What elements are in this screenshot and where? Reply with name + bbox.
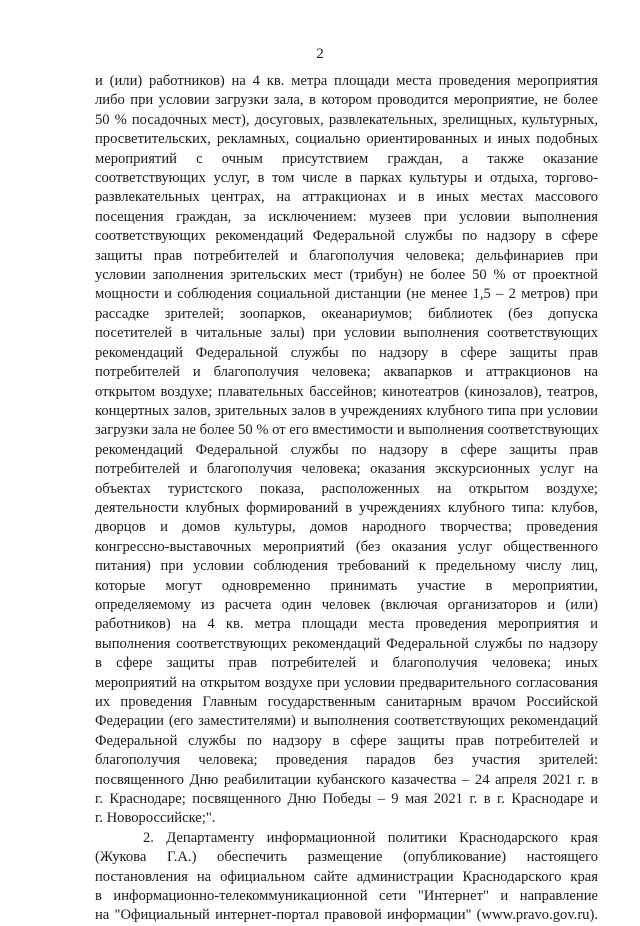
text-line: 2. Департаменту информационной политики Краснодарского края [143,829,598,846]
text-line: мощности и соблюдения социальной дистанции (не менее 1,5 – 2 метров) при [95,286,598,303]
text-line: в информационно-телекоммуникационной сети "Интернет" и направление [95,888,598,905]
text-line: развлекательных центрах, на аттракционах и в иных местах массового [95,189,598,206]
text-line: Федеральной службы по надзору в сфере защиты прав потребителей и [95,732,598,749]
page-number: 2 [316,46,324,62]
text-line: дворцов и домов культуры, домов народного творчества; проведения [95,519,598,536]
text-line: открытом воздухе; плавательных бассейнов; кинотеатров (кинозалов), театров, [95,383,598,400]
text-line: выполнения соответствующих рекомендаций Федеральной службы по надзору [95,635,598,652]
text-line: на "Официальный интернет-портал правовой информации" (www.pravo.gov.ru). [95,907,598,924]
text-line: посетителей в читальные залы) при условии выполнения соответствующих [95,325,598,342]
paragraph-2 [95,829,598,926]
text-line: условии заполнения зрительских мест (трибун) не более 50 % от проектной [95,267,598,284]
text-line: и (или) работников) на 4 кв. метра площади места проведения мероприятия [95,73,598,89]
text-line: соответствующих услуг, в том числе в парках культуры и отдыха, торгово- [95,170,598,187]
text-line: соответствующих рекомендаций Федеральной службы по надзору в сфере [95,228,598,245]
text-line: конгрессно-выставочных мероприятий (без оказания услуг общественного [95,538,598,555]
text-line: мероприятий с очным присутствием граждан, а также оказание [95,150,598,167]
text-line: в сфере защиты прав потребителей и благополучия человека; иных [95,655,598,672]
text-line: рассадке зрителей; зоопарков, океанариумов; библиотек (без допуска [95,305,598,322]
text-line: потребителей и благополучия человека; аквапарков и аттракционов на [95,364,598,381]
text-line: (Жукова Г.А.) обеспечить размещение (опубликование) настоящего [95,849,598,866]
text-line: концертных залов, зрительных залов в учреждениях клубного типа при условии [95,402,598,419]
text-line: благополучия человека; проведения парадов без участия зрителей: [95,752,598,769]
text-line: либо при условии загрузки зала, в котором проводится мероприятие, не более [95,92,598,109]
text-line: посещения граждан, за исключением: музеев при условии выполнения [95,208,598,225]
text-line: загрузки зала не более 50 % от его вместимости и выполнения соответствующих [95,422,599,439]
text-line: г. Краснодаре; посвященного Дню Победы – 9 мая 2021 г. в г. Краснодаре и [95,791,598,808]
text-line: которые могут одновременно принимать участие в мероприятии, [95,577,598,594]
text-line: потребителей и благополучия человека; оказания экскурсионных услуг на [95,461,598,478]
text-line: определяемому из расчета один человек (включая организаторов и (или) [95,596,598,613]
text-line: мероприятий на открытом воздухе при условии предварительного согласования [95,674,598,691]
paragraph-1 [95,72,598,829]
text-line: рекомендаций Федеральной службы по надзору в сфере защиты прав [95,344,598,361]
text-line: просветительских, рекламных, социально ориентированных и иных подобных [95,131,598,148]
text-line: посвященного Дню реабилитации кубанского казачества – 24 апреля 2021 г. в [95,771,598,788]
document-body [95,72,598,926]
text-line: Федерации (его заместителями) и выполнения соответствующих рекомендаций [95,713,598,730]
text-line: рекомендаций Федеральной службы по надзору в сфере защиты прав [95,441,598,458]
text-line: работников) на 4 кв. метра площади места проведения мероприятия и [95,616,598,633]
text-line: постановления на официальном сайте администрации Краснодарского края [95,868,598,885]
text-line: защиты прав потребителей и благополучия человека; дельфинариев при [95,247,598,264]
text-line: питания) при условии соблюдения требований к предельному числу лиц, [95,558,598,575]
text-line: г. Новороссийске;". [95,810,216,827]
text-line: объектах туристского показа, расположенных на открытом воздухе; [95,480,598,497]
text-line: 50 % посадочных мест), досуговых, развлекательных, зрелищных, культурных, [95,111,598,128]
text-line: деятельности клубных формирований в учреждениях клубного типа: клубов, [95,499,598,516]
text-line: их проведения Главным государственным санитарным врачом Российской [95,694,598,710]
